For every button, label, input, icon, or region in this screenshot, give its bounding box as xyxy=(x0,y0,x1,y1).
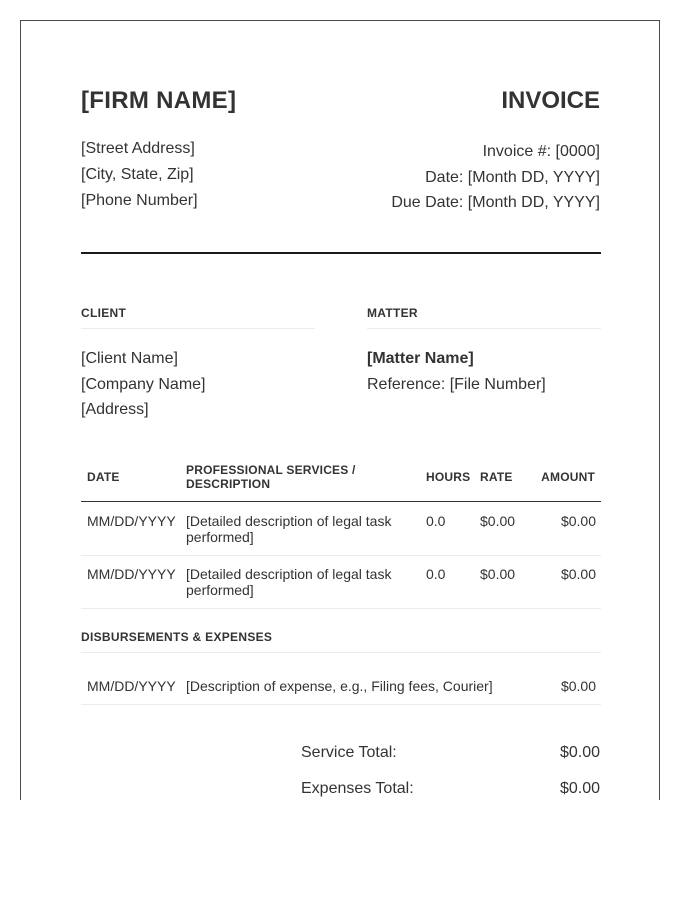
service-hours: 0.0 xyxy=(426,566,446,582)
expense-amount: $0.00 xyxy=(560,678,596,694)
column-header-date: DATE xyxy=(87,470,120,484)
service-hours: 0.0 xyxy=(426,513,446,529)
client-company-name: [Company Name] xyxy=(81,375,206,393)
column-header-rate: RATE xyxy=(480,470,513,484)
service-date: MM/DD/YYYY xyxy=(87,566,176,582)
firm-phone-number: [Phone Number] xyxy=(81,192,198,209)
invoice-page xyxy=(20,20,660,800)
invoice-date: Date: [Month DD, YYYY] xyxy=(425,168,600,186)
service-total-value: $0.00 xyxy=(559,744,600,761)
service-amount: $0.00 xyxy=(560,513,596,529)
service-rate: $0.00 xyxy=(480,513,516,529)
matter-heading-divider xyxy=(367,328,601,329)
service-total-label: Service Total: xyxy=(301,744,397,761)
expense-date: MM/DD/YYYY xyxy=(87,678,176,694)
header-divider xyxy=(81,252,601,254)
client-heading-divider xyxy=(81,328,315,329)
expenses-heading: DISBURSEMENTS & EXPENSES xyxy=(81,630,273,644)
expense-description: [Description of expense, e.g., Filing fees, Courier] xyxy=(186,678,493,694)
firm-city-state-zip: [City, State, Zip] xyxy=(81,166,194,183)
service-description: [Detailed description of legal task performed] xyxy=(186,566,392,598)
table-row xyxy=(81,502,601,556)
expense-row xyxy=(81,671,601,705)
table-row xyxy=(81,555,601,609)
service-date: MM/DD/YYYY xyxy=(87,513,176,529)
column-header-amount: AMOUNT xyxy=(541,470,595,484)
firm-street-address: [Street Address] xyxy=(81,140,195,157)
invoice-title: INVOICE xyxy=(501,87,600,114)
invoice-due-date: Due Date: [Month DD, YYYY] xyxy=(391,194,600,211)
expenses-total-label: Expenses Total: xyxy=(301,780,414,797)
service-rate: $0.00 xyxy=(480,566,516,582)
matter-block xyxy=(367,346,546,398)
expenses-total-value: $0.00 xyxy=(559,780,600,797)
column-header-hours: HOURS xyxy=(426,470,471,484)
column-header-description: PROFESSIONAL SERVICES / DESCRIPTION xyxy=(186,463,356,491)
invoice-number: Invoice #: [0000] xyxy=(482,143,600,160)
service-amount: $0.00 xyxy=(560,566,596,582)
expenses-heading-divider xyxy=(81,652,601,653)
client-name: [Client Name] xyxy=(81,350,178,367)
matter-reference: Reference: [File Number] xyxy=(367,376,546,393)
firm-address-block xyxy=(81,136,198,214)
client-block xyxy=(81,346,206,423)
invoice-meta-block xyxy=(391,139,600,216)
matter-heading: MATTER xyxy=(367,306,418,320)
matter-name: [Matter Name] xyxy=(367,350,474,367)
client-address: [Address] xyxy=(81,401,149,418)
service-description: [Detailed description of legal task performed] xyxy=(186,513,392,545)
client-heading: CLIENT xyxy=(81,306,127,320)
firm-name: [FIRM NAME] xyxy=(81,87,237,114)
